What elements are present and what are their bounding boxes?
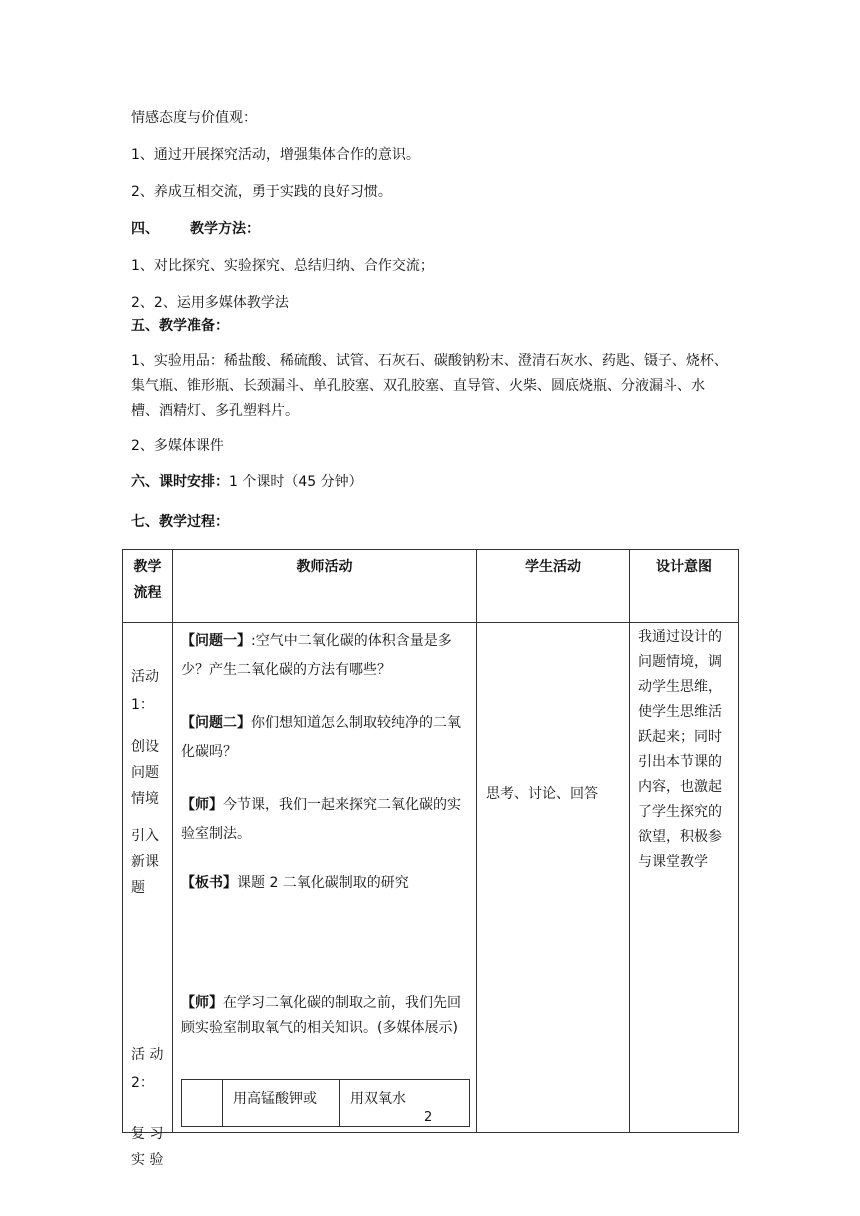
student-activity-cell [477,623,630,1133]
design-intent-text: 我通过设计的问题情境，调动学生思维，使学生思维活跃起来；同时引出本节课的内容，也激起了学生探究的欲望，积极参与课堂教学 [638,629,722,870]
section-6-value: 1 个课时（45 分钟） [229,474,363,490]
header-flow-line-2: 流程 [133,585,162,601]
activity-1-label: 活动 1： [131,669,159,713]
header-student: 学生活动 [477,550,630,623]
attitude-heading: 情感态度与价值观： [131,110,257,126]
activity-1-desc-b: 引入 新课 题 [131,828,159,896]
teaching-process-table [122,549,739,1168]
prep-item-1: 1、实验用品：稀盐酸、稀硫酸、试管、石灰石、碳酸钠粉末、澄清石灰水、药匙、镊子、烧杯、集气瓶、锥形瓶、长颈漏斗、单孔胶塞、双孔胶塞、直导管、火柴、圆底烧瓶、分液漏斗、水槽、酒精灯、多孔塑料片。 [131,353,728,419]
inner-cell-blank [182,1080,223,1127]
question-1: 【问题一】:空气中二氧化碳的体积含量是多少？产生二氧化碳的方法有哪些？ [181,633,452,678]
board-note: 【板书】课题 2 二氧化碳制取的研究 [181,875,409,891]
table-header-row [123,550,739,623]
teacher-remark-1: 【师】今节课，我们一起来探究二氧化碳的实验室制法。 [181,797,461,842]
method-item-2: 2、2、运用多媒体教学法 [131,295,289,311]
method-item-1: 1、对比探究、实验探究、总结归纳、合作交流； [131,258,434,274]
section-7-heading: 七、教学过程： [131,514,229,530]
attitude-item-2: 2、养成互相交流，勇于实践的良好习惯。 [131,184,392,200]
header-flow-line-1: 教学 [133,559,162,575]
question-2: 【问题二】你们想知道怎么制取较纯净的二氧化碳吗？ [181,715,461,760]
activity-2-desc: 复 习 实 验 [131,1126,164,1168]
section-6-line [131,472,363,492]
header-intent: 设计意图 [630,550,739,623]
attitude-item-1: 1、通过开展探究活动，增强集体合作的意识。 [131,147,420,163]
section-6-label: 六、课时安排： [131,474,229,490]
prep-item-2: 2、多媒体课件 [131,438,224,454]
page-number: 2 [424,1110,433,1125]
activity-2-label: 活 动 2： [131,1047,164,1091]
teacher-remark-2: 【师】在学习二氧化碳的制取之前，我们先回顾实验室制取氧气的相关知识。(多媒体展示) [181,995,461,1036]
student-activity-text: 思考、讨论、回答 [486,786,598,802]
section-5-heading: 五、教学准备： [131,318,229,334]
teacher-activity-cell [173,623,477,1133]
inner-cell-permanganate: 用高锰酸钾或 [223,1080,340,1127]
header-flow [123,550,173,623]
table-row [123,623,739,1133]
flow-cell [123,623,173,1168]
header-teacher: 教师活动 [173,550,477,623]
activity-1-desc-a: 创设 问题 情境 [131,739,159,807]
section-4-number: 四、 [131,221,159,237]
section-4-title: 教学方法： [190,221,260,237]
design-intent-cell [630,623,739,1133]
inner-cell-peroxide: 用双氧水 [340,1080,470,1127]
